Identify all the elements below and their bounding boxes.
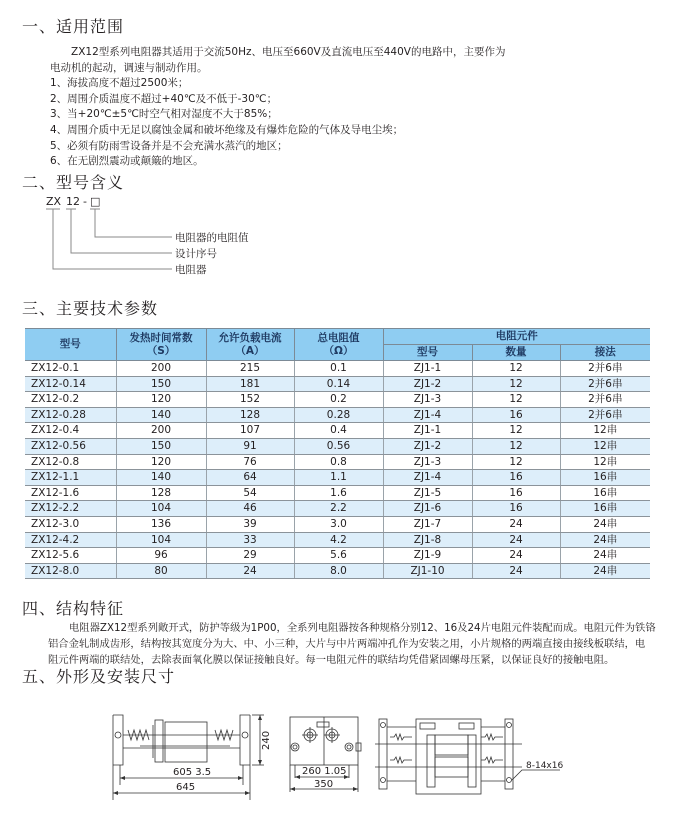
cell-current: 91 bbox=[206, 438, 294, 454]
cell-element-connection: 12串 bbox=[560, 438, 650, 454]
cell-model: ZX12-5.6 bbox=[25, 548, 116, 564]
cell-element-connection: 2并6串 bbox=[560, 361, 650, 377]
cell-model: ZX12-2.2 bbox=[25, 501, 116, 517]
cell-current: 128 bbox=[206, 407, 294, 423]
front-dim-inner: 605 3.5 bbox=[173, 767, 212, 778]
table-row bbox=[25, 485, 650, 501]
cell-element-connection: 12串 bbox=[560, 454, 650, 470]
cell-current: 29 bbox=[206, 548, 294, 564]
cell-current: 76 bbox=[206, 454, 294, 470]
table-row bbox=[25, 438, 650, 454]
cell-current: 107 bbox=[206, 423, 294, 439]
cell-element-connection: 2并6串 bbox=[560, 392, 650, 408]
cell-element-model: ZJ1-10 bbox=[383, 563, 472, 579]
front-view-drawing bbox=[90, 690, 280, 820]
header-element-connection: 接法 bbox=[560, 345, 650, 361]
cell-element-connection: 2并6串 bbox=[560, 376, 650, 392]
cell-element-model: ZJ1-6 bbox=[383, 501, 472, 517]
cell-resistance: 1.1 bbox=[294, 470, 383, 486]
cell-element-model: ZJ1-2 bbox=[383, 376, 472, 392]
cell-element-model: ZJ1-9 bbox=[383, 548, 472, 564]
cell-current: 181 bbox=[206, 376, 294, 392]
cell-heat-time: 150 bbox=[116, 376, 206, 392]
header-element-model: 型号 bbox=[383, 345, 472, 361]
cell-resistance: 4.2 bbox=[294, 532, 383, 548]
header-heat-time: 发热时间常数 （S） bbox=[116, 329, 206, 361]
cell-heat-time: 200 bbox=[116, 423, 206, 439]
cell-element-model: ZJ1-1 bbox=[383, 361, 472, 377]
header-current: 允许负载电流 （A） bbox=[206, 329, 294, 361]
cell-element-model: ZJ1-3 bbox=[383, 454, 472, 470]
cell-element-connection: 2并6串 bbox=[560, 407, 650, 423]
front-dim-height: 240 bbox=[261, 730, 272, 750]
cell-current: 152 bbox=[206, 392, 294, 408]
header-model: 型号 bbox=[25, 329, 116, 361]
side-view-drawing bbox=[280, 690, 380, 820]
cell-heat-time: 150 bbox=[116, 438, 206, 454]
cell-element-connection: 24串 bbox=[560, 548, 650, 564]
cell-element-qty: 16 bbox=[472, 470, 560, 486]
cell-model: ZX12-3.0 bbox=[25, 516, 116, 532]
cell-resistance: 0.1 bbox=[294, 361, 383, 377]
cell-current: 215 bbox=[206, 361, 294, 377]
section-title-scope: 一、适用范围 bbox=[22, 17, 125, 36]
cell-model: ZX12-1.6 bbox=[25, 485, 116, 501]
cell-element-model: ZJ1-7 bbox=[383, 516, 472, 532]
cell-element-qty: 24 bbox=[472, 563, 560, 579]
cell-resistance: 5.6 bbox=[294, 548, 383, 564]
cell-element-connection: 24串 bbox=[560, 516, 650, 532]
cell-resistance: 0.2 bbox=[294, 392, 383, 408]
cell-element-qty: 24 bbox=[472, 532, 560, 548]
cell-resistance: 2.2 bbox=[294, 501, 383, 517]
scope-item: 1、海拔高度不超过2500米； bbox=[50, 77, 189, 90]
cell-current: 64 bbox=[206, 470, 294, 486]
cell-heat-time: 140 bbox=[116, 407, 206, 423]
cell-element-qty: 12 bbox=[472, 392, 560, 408]
table-row bbox=[25, 407, 650, 423]
cell-element-qty: 16 bbox=[472, 485, 560, 501]
cell-heat-time: 200 bbox=[116, 361, 206, 377]
cell-resistance: 8.0 bbox=[294, 563, 383, 579]
model-code-12: 12 bbox=[66, 195, 80, 208]
cell-model: ZX12-0.56 bbox=[25, 438, 116, 454]
structure-line: 阻元件两端的联结处，去除表面氧化膜以保证接触良好。每一电阻元件的联结均凭借紧固螺母压紧，以保证良好的接触电阻。 bbox=[48, 654, 615, 666]
cell-model: ZX12-0.1 bbox=[25, 361, 116, 377]
model-label-design-serial: 设计序号 bbox=[175, 248, 217, 260]
cell-model: ZX12-0.4 bbox=[25, 423, 116, 439]
cell-element-qty: 12 bbox=[472, 361, 560, 377]
cell-element-model: ZJ1-3 bbox=[383, 392, 472, 408]
header-element-qty: 数量 bbox=[472, 345, 560, 361]
cell-current: 46 bbox=[206, 501, 294, 517]
model-code-dash: - bbox=[83, 195, 87, 208]
cell-element-connection: 16串 bbox=[560, 501, 650, 517]
cell-element-qty: 16 bbox=[472, 407, 560, 423]
cell-resistance: 0.4 bbox=[294, 423, 383, 439]
table-row bbox=[25, 516, 650, 532]
table-row bbox=[25, 376, 650, 392]
table-row bbox=[25, 501, 650, 517]
spec-table bbox=[25, 328, 650, 579]
scope-paragraph bbox=[50, 45, 505, 170]
cell-resistance: 3.0 bbox=[294, 516, 383, 532]
cell-heat-time: 136 bbox=[116, 516, 206, 532]
cell-element-model: ZJ1-2 bbox=[383, 438, 472, 454]
scope-intro-line-1: ZX12型系列电阻器其适用于交流50Hz、电压至660V及直流电压至440V的电路中，主要作为 bbox=[71, 46, 506, 58]
cell-model: ZX12-8.0 bbox=[25, 563, 116, 579]
header-element-group: 电阻元件 bbox=[383, 329, 650, 345]
cell-heat-time: 120 bbox=[116, 392, 206, 408]
structure-line: 电阻器ZX12型系列敞开式，防护等级为1P00，全系列电阻器按各种规格分别12、16及24片电阻元件装配而成。电阻元件为铁铬 bbox=[69, 622, 656, 634]
cell-element-connection: 16串 bbox=[560, 470, 650, 486]
cell-element-model: ZJ1-4 bbox=[383, 470, 472, 486]
scope-item: 5、必须有防雨雪设备并是不会充满水蒸汽的地区； bbox=[50, 139, 288, 152]
cell-element-qty: 24 bbox=[472, 516, 560, 532]
cell-element-connection: 12串 bbox=[560, 423, 650, 439]
cell-element-model: ZJ1-1 bbox=[383, 423, 472, 439]
cell-heat-time: 128 bbox=[116, 485, 206, 501]
cell-resistance: 1.6 bbox=[294, 485, 383, 501]
table-row bbox=[25, 548, 650, 564]
cell-element-model: ZJ1-4 bbox=[383, 407, 472, 423]
section-title-specs: 三、主要技术参数 bbox=[22, 299, 159, 318]
cell-element-qty: 12 bbox=[472, 438, 560, 454]
cell-element-qty: 12 bbox=[472, 376, 560, 392]
cell-element-model: ZJ1-5 bbox=[383, 485, 472, 501]
cell-element-model: ZJ1-8 bbox=[383, 532, 472, 548]
cell-heat-time: 120 bbox=[116, 454, 206, 470]
table-row bbox=[25, 423, 650, 439]
cell-heat-time: 80 bbox=[116, 563, 206, 579]
section-title-dimensions: 五、外形及安装尺寸 bbox=[22, 667, 176, 686]
section-title-model-meaning: 二、型号含义 bbox=[22, 173, 125, 192]
table-row bbox=[25, 454, 650, 470]
scope-item: 4、周围介质中无足以腐蚀金属和破坏绝缘及有爆炸危险的气体及导电尘埃； bbox=[50, 123, 404, 136]
cell-element-connection: 24串 bbox=[560, 532, 650, 548]
top-view-drawing bbox=[370, 690, 570, 820]
table-row bbox=[25, 563, 650, 579]
table-row bbox=[25, 470, 650, 486]
cell-current: 33 bbox=[206, 532, 294, 548]
model-code-zx: ZX bbox=[46, 195, 62, 208]
model-code-diagram bbox=[40, 195, 280, 275]
side-dim-outer: 350 bbox=[314, 779, 334, 790]
cell-element-connection: 16串 bbox=[560, 485, 650, 501]
cell-element-connection: 24串 bbox=[560, 563, 650, 579]
cell-element-qty: 16 bbox=[472, 501, 560, 517]
cell-model: ZX12-0.8 bbox=[25, 454, 116, 470]
model-label-resistance-value: 电阻器的电阻值 bbox=[175, 232, 249, 244]
scope-item: 2、周围介质温度不超过+40℃及不低于-30℃； bbox=[50, 92, 278, 105]
cell-model: ZX12-0.14 bbox=[25, 376, 116, 392]
cell-resistance: 0.56 bbox=[294, 438, 383, 454]
table-row bbox=[25, 361, 650, 377]
model-code-box: □ bbox=[90, 195, 101, 208]
structure-paragraph bbox=[48, 620, 656, 668]
structure-line: 铝合金轧制成齿形，结构按其宽度分为大、中、小三种，大片与中片两端冲孔作为安装之用，小片规格的两端直接由接线板联结，电 bbox=[48, 638, 646, 650]
cell-element-qty: 24 bbox=[472, 548, 560, 564]
top-view-hole-callout: 8-14x16 bbox=[526, 761, 564, 771]
cell-current: 54 bbox=[206, 485, 294, 501]
model-label-resistor: 电阻器 bbox=[175, 264, 207, 276]
cell-heat-time: 104 bbox=[116, 501, 206, 517]
cell-element-qty: 12 bbox=[472, 454, 560, 470]
side-dim-inner: 260 1.05 bbox=[302, 766, 347, 777]
cell-heat-time: 96 bbox=[116, 548, 206, 564]
front-dim-outer: 645 bbox=[176, 782, 196, 793]
header-resistance: 总电阻值 （Ω） bbox=[294, 329, 383, 361]
cell-heat-time: 140 bbox=[116, 470, 206, 486]
cell-model: ZX12-1.1 bbox=[25, 470, 116, 486]
scope-item: 3、当+20℃±5℃时空气相对湿度不大于85%； bbox=[50, 108, 278, 121]
table-row bbox=[25, 392, 650, 408]
table-row bbox=[25, 532, 650, 548]
cell-model: ZX12-0.2 bbox=[25, 392, 116, 408]
cell-resistance: 0.14 bbox=[294, 376, 383, 392]
cell-heat-time: 104 bbox=[116, 532, 206, 548]
cell-model: ZX12-4.2 bbox=[25, 532, 116, 548]
scope-item: 6、在无剧烈震动或颠簸的地区。 bbox=[50, 155, 204, 168]
cell-resistance: 0.8 bbox=[294, 454, 383, 470]
cell-current: 39 bbox=[206, 516, 294, 532]
section-title-structure: 四、结构特征 bbox=[22, 599, 125, 618]
scope-intro-line-2: 电动机的起动，调速与制动作用。 bbox=[50, 61, 208, 74]
cell-model: ZX12-0.28 bbox=[25, 407, 116, 423]
cell-resistance: 0.28 bbox=[294, 407, 383, 423]
cell-element-qty: 12 bbox=[472, 423, 560, 439]
cell-current: 24 bbox=[206, 563, 294, 579]
